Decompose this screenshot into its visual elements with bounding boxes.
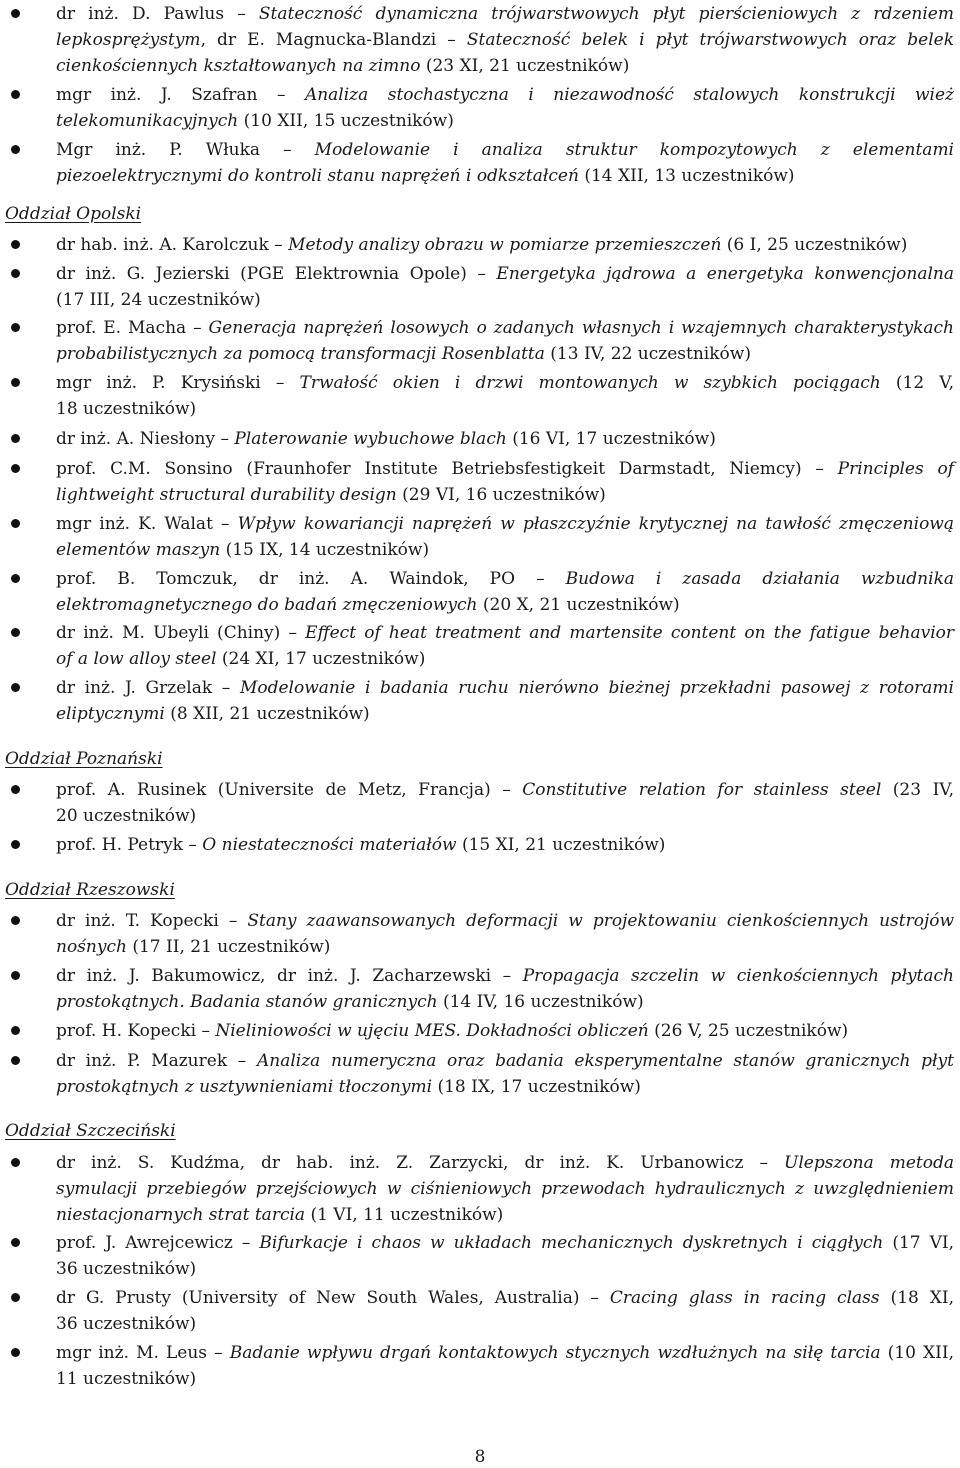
bullet-icon bbox=[11, 1293, 20, 1302]
list-item bbox=[56, 426, 954, 452]
bullet-icon bbox=[11, 269, 20, 278]
item-line bbox=[56, 53, 954, 79]
speaker-text: (17 III, 24 uczestników) bbox=[56, 290, 261, 310]
list-item bbox=[56, 511, 954, 563]
item-line bbox=[56, 27, 954, 53]
lecture-title: Stateczność belek i płyt trójwarstwowych oraz belek bbox=[466, 30, 955, 50]
item-line bbox=[56, 777, 954, 803]
speaker-text: 36 uczestników) bbox=[56, 1259, 197, 1279]
item-line bbox=[56, 1074, 954, 1100]
speaker-text: prof. C.M. Sonsino (Fraunhofer Institute Betriebsfestigkeit Darmstadt, Niemcy) – bbox=[56, 459, 838, 479]
lecture-title: O niestateczności materiałów bbox=[202, 835, 457, 855]
bullet-icon bbox=[11, 240, 20, 249]
item-line bbox=[56, 511, 954, 537]
lecture-title: Analiza numeryczna oraz badania eksperymentalne stanów granicznych płyt bbox=[256, 1051, 954, 1071]
item-line bbox=[56, 1340, 954, 1366]
lecture-title: Modelowanie i badania ruchu nierówno bieżnej przekładni pasowej z rotorami bbox=[239, 678, 954, 698]
speaker-text: 18 uczestników) bbox=[56, 399, 197, 419]
speaker-text: (26 V, 25 uczestników) bbox=[648, 1021, 849, 1041]
speaker-text: mgr inż. M. Leus – bbox=[56, 1343, 230, 1363]
lecture-title: eliptycznymi bbox=[56, 704, 165, 724]
item-line bbox=[56, 287, 954, 313]
speaker-text: prof. A. Rusinek (Universite de Metz, Francja) – bbox=[56, 780, 523, 800]
item-line bbox=[56, 675, 954, 701]
speaker-text: (10 XII, bbox=[880, 1343, 954, 1363]
item-line bbox=[56, 537, 954, 563]
speaker-text: (24 XI, 17 uczestników) bbox=[216, 649, 426, 669]
lecture-title: niestacjonarnych strat tarcia bbox=[56, 1205, 306, 1225]
bullet-icon bbox=[11, 323, 20, 332]
lecture-title: piezoelektrycznymi do kontroli stanu naprężeń i odkształceń bbox=[56, 166, 579, 186]
item-line bbox=[56, 1202, 954, 1228]
lecture-title: telekomunikacyjnych bbox=[56, 111, 239, 131]
list-item bbox=[56, 777, 954, 829]
bullet-icon bbox=[11, 519, 20, 528]
speaker-text: (12 V, bbox=[880, 373, 954, 393]
item-line bbox=[56, 1366, 954, 1392]
item-line bbox=[56, 482, 954, 508]
bullet-icon bbox=[11, 1238, 20, 1247]
speaker-text: (18 XI, bbox=[879, 1288, 954, 1308]
list-item bbox=[56, 1018, 954, 1044]
speaker-text: (15 IX, 14 uczestników) bbox=[220, 540, 430, 560]
speaker-text: (6 I, 25 uczestników) bbox=[721, 235, 908, 255]
item-line bbox=[56, 315, 954, 341]
item-line bbox=[56, 261, 954, 287]
speaker-text: prof. E. Macha – bbox=[56, 318, 209, 338]
speaker-text: 11 uczestników) bbox=[56, 1369, 197, 1389]
speaker-text: prof. B. Tomczuk, dr inż. A. Waindok, PO – bbox=[56, 569, 566, 589]
lecture-title: Energetyka jądrowa a energetyka konwencjonalna bbox=[496, 264, 954, 284]
item-line bbox=[56, 341, 954, 367]
list-item bbox=[56, 1150, 954, 1228]
item-line bbox=[56, 370, 954, 396]
item-line bbox=[56, 82, 954, 108]
lecture-title: Propagacja szczelin w cienkościennych płytach bbox=[522, 966, 954, 986]
item-line bbox=[56, 108, 954, 134]
list-item bbox=[56, 456, 954, 508]
lecture-title: Ulepszona metoda bbox=[784, 1153, 955, 1173]
bullet-icon bbox=[11, 1158, 20, 1167]
list-item bbox=[56, 1285, 954, 1337]
lecture-title: elektromagnetycznego do badań zmęczeniowych bbox=[56, 595, 478, 615]
list-item bbox=[56, 908, 954, 960]
section-heading: Oddział Poznański bbox=[5, 749, 163, 769]
bullet-icon bbox=[11, 145, 20, 154]
lecture-title: Stany zaawansowanych deformacji w projektowaniu cienkościennych ustrojów bbox=[247, 911, 954, 931]
bullet-icon bbox=[11, 1348, 20, 1357]
lecture-title: Modelowanie i analiza struktur kompozytowych z elementami bbox=[314, 140, 954, 160]
speaker-text: 20 uczestników) bbox=[56, 806, 197, 826]
list-item bbox=[56, 1230, 954, 1282]
lecture-title: Budowa i zasada działania wzbudnika bbox=[565, 569, 954, 589]
list-item bbox=[56, 1340, 954, 1392]
item-line bbox=[56, 1176, 954, 1202]
bullet-icon bbox=[11, 464, 20, 473]
item-line bbox=[56, 908, 954, 934]
section-heading: Oddział Opolski bbox=[5, 204, 142, 224]
speaker-text: dr inż. G. Jezierski (PGE Elektrownia Opole) – bbox=[56, 264, 497, 284]
item-line bbox=[56, 1, 954, 27]
list-item bbox=[56, 566, 954, 618]
bullet-icon bbox=[11, 378, 20, 387]
list-item bbox=[56, 832, 954, 858]
lecture-title: Cracing glass in racing class bbox=[609, 1288, 880, 1308]
list-item bbox=[56, 315, 954, 367]
lecture-title: of a low alloy steel bbox=[56, 649, 217, 669]
list-item bbox=[56, 82, 954, 134]
speaker-text: (17 VI, bbox=[883, 1233, 954, 1253]
list-item bbox=[56, 675, 954, 727]
lecture-title: Trwałość okien i drzwi montowanych w szybkich pociągach bbox=[299, 373, 881, 393]
bullet-icon bbox=[11, 574, 20, 583]
speaker-text: (14 IV, 16 uczestników) bbox=[437, 992, 644, 1012]
bullet-icon bbox=[11, 683, 20, 692]
speaker-text: (16 VI, 17 uczestników) bbox=[506, 429, 716, 449]
item-line bbox=[56, 592, 954, 618]
lecture-title: nośnych bbox=[56, 937, 127, 957]
speaker-text: dr inż. S. Kudźma, dr hab. inż. Z. Zarzycki, dr inż. K. Urbanowicz – bbox=[56, 1153, 785, 1173]
item-line bbox=[56, 701, 954, 727]
speaker-text: dr inż. M. Ubeyli (Chiny) – bbox=[56, 623, 306, 643]
speaker-text: Mgr inż. P. Włuka – bbox=[56, 140, 315, 160]
lecture-title: Generacja naprężeń losowych o zadanych własnych i wzajemnych charakterystykach bbox=[208, 318, 954, 338]
item-line bbox=[56, 232, 954, 258]
lecture-title: Effect of heat treatment and martensite content on the fatigue behavior bbox=[305, 623, 955, 643]
lecture-title: Nieliniowości w ujęciu MES. Dokładności obliczeń bbox=[215, 1021, 649, 1041]
list-item bbox=[56, 1048, 954, 1100]
list-item bbox=[56, 963, 954, 1015]
item-line bbox=[56, 1311, 954, 1337]
lecture-title: cienkościennych kształtowanych na zimno bbox=[56, 56, 421, 76]
item-line bbox=[56, 137, 954, 163]
lecture-title: prostokątnych. Badania stanów granicznych bbox=[56, 992, 438, 1012]
bullet-icon bbox=[11, 434, 20, 443]
lecture-title: Bifurkacje i chaos w układach mechanicznych dyskretnych i ciągłych bbox=[259, 1233, 884, 1253]
speaker-text: (23 XI, 21 uczestników) bbox=[420, 56, 630, 76]
speaker-text: dr inż. T. Kopecki – bbox=[56, 911, 248, 931]
speaker-text: dr inż. P. Mazurek – bbox=[56, 1051, 257, 1071]
list-item bbox=[56, 370, 954, 422]
lecture-title: prostokątnych z usztywnieniami tłoczonymi bbox=[56, 1077, 433, 1097]
list-item bbox=[56, 261, 954, 313]
speaker-text: dr inż. J. Grzelak – bbox=[56, 678, 240, 698]
item-line bbox=[56, 396, 954, 422]
item-line bbox=[56, 1256, 954, 1282]
bullet-icon bbox=[11, 1056, 20, 1065]
lecture-title: Constitutive relation for stainless steel bbox=[522, 780, 882, 800]
bullet-icon bbox=[11, 1026, 20, 1035]
lecture-title: Badanie wpływu drgań kontaktowych stycznych wzdłużnych na siłę tarcia bbox=[229, 1343, 881, 1363]
item-line bbox=[56, 989, 954, 1015]
item-line bbox=[56, 934, 954, 960]
bullet-icon bbox=[11, 9, 20, 18]
lecture-title: lepkosprężystym bbox=[56, 30, 201, 50]
lecture-title: Platerowanie wybuchowe blach bbox=[234, 429, 507, 449]
item-line bbox=[56, 1230, 954, 1256]
speaker-text: prof. J. Awrejcewicz – bbox=[56, 1233, 260, 1253]
speaker-text: mgr inż. J. Szafran – bbox=[56, 85, 305, 105]
item-line bbox=[56, 1285, 954, 1311]
speaker-text: (29 VI, 16 uczestników) bbox=[396, 485, 606, 505]
speaker-text: prof. H. Petryk – bbox=[56, 835, 203, 855]
speaker-text: (13 IV, 22 uczestników) bbox=[544, 344, 751, 364]
speaker-text: dr G. Prusty (University of New South Wales, Australia) – bbox=[56, 1288, 610, 1308]
speaker-text: (23 IV, bbox=[881, 780, 955, 800]
item-line bbox=[56, 426, 954, 452]
speaker-text: dr inż. A. Niesłony – bbox=[56, 429, 235, 449]
lecture-title: Principles of bbox=[837, 459, 954, 479]
lecture-title: elementów maszyn bbox=[56, 540, 221, 560]
speaker-text: (20 X, 21 uczestników) bbox=[477, 595, 680, 615]
list-item bbox=[56, 1, 954, 79]
list-item bbox=[56, 137, 954, 189]
bullet-icon bbox=[11, 785, 20, 794]
bullet-icon bbox=[11, 840, 20, 849]
item-line bbox=[56, 456, 954, 482]
item-line bbox=[56, 620, 954, 646]
lecture-title: Stateczność dynamiczna trójwarstwowych płyt pierścieniowych z rdzeniem bbox=[258, 4, 954, 24]
lecture-title: Wpływ kowariancji naprężeń w płaszczyźnie krytycznej na tawłość zmęczeniową bbox=[237, 514, 954, 534]
item-line bbox=[56, 963, 954, 989]
lecture-title: Metody analizy obrazu w pomiarze przemieszczeń bbox=[288, 235, 722, 255]
speaker-text: (14 XII, 13 uczestników) bbox=[578, 166, 795, 186]
list-item bbox=[56, 620, 954, 672]
page-number: 8 bbox=[474, 1447, 486, 1467]
speaker-text: (15 XI, 21 uczestników) bbox=[456, 835, 666, 855]
item-line bbox=[56, 1150, 954, 1176]
speaker-text: mgr inż. K. Walat – bbox=[56, 514, 238, 534]
lecture-title: probabilistycznych za pomocą transformacji Rosenblatta bbox=[56, 344, 545, 364]
speaker-text: dr inż. D. Pawlus – bbox=[56, 4, 259, 24]
bullet-icon bbox=[11, 628, 20, 637]
item-line bbox=[56, 1018, 954, 1044]
section-heading: Oddział Szczeciński bbox=[5, 1121, 176, 1141]
bullet-icon bbox=[11, 916, 20, 925]
item-line bbox=[56, 566, 954, 592]
speaker-text: , dr E. Magnucka-Blandzi – bbox=[200, 30, 467, 50]
speaker-text: 36 uczestników) bbox=[56, 1314, 197, 1334]
speaker-text: prof. H. Kopecki – bbox=[56, 1021, 216, 1041]
list-item bbox=[56, 232, 954, 258]
item-line bbox=[56, 1048, 954, 1074]
speaker-text: (18 IX, 17 uczestników) bbox=[432, 1077, 641, 1097]
lecture-title: symulacji przebiegów przejściowych w ciśnieniowych przewodach hydraulicznych z uwzględnieniem bbox=[56, 1179, 954, 1199]
speaker-text: dr hab. inż. A. Karolczuk – bbox=[56, 235, 289, 255]
speaker-text: dr inż. J. Bakumowicz, dr inż. J. Zacharzewski – bbox=[56, 966, 523, 986]
speaker-text: (1 VI, 11 uczestników) bbox=[305, 1205, 504, 1225]
item-line bbox=[56, 832, 954, 858]
bullet-icon bbox=[11, 90, 20, 99]
bullet-icon bbox=[11, 971, 20, 980]
lecture-title: Analiza stochastyczna i niezawodność stalowych konstrukcji wież bbox=[304, 85, 954, 105]
speaker-text: (17 II, 21 uczestników) bbox=[126, 937, 331, 957]
section-heading: Oddział Rzeszowski bbox=[5, 880, 175, 900]
speaker-text: (10 XII, 15 uczestników) bbox=[238, 111, 454, 131]
item-line bbox=[56, 163, 954, 189]
speaker-text: (8 XII, 21 uczestników) bbox=[164, 704, 370, 724]
item-line bbox=[56, 646, 954, 672]
speaker-text: mgr inż. P. Krysiński – bbox=[56, 373, 300, 393]
item-line bbox=[56, 803, 954, 829]
lecture-title: lightweight structural durability design bbox=[56, 485, 397, 505]
